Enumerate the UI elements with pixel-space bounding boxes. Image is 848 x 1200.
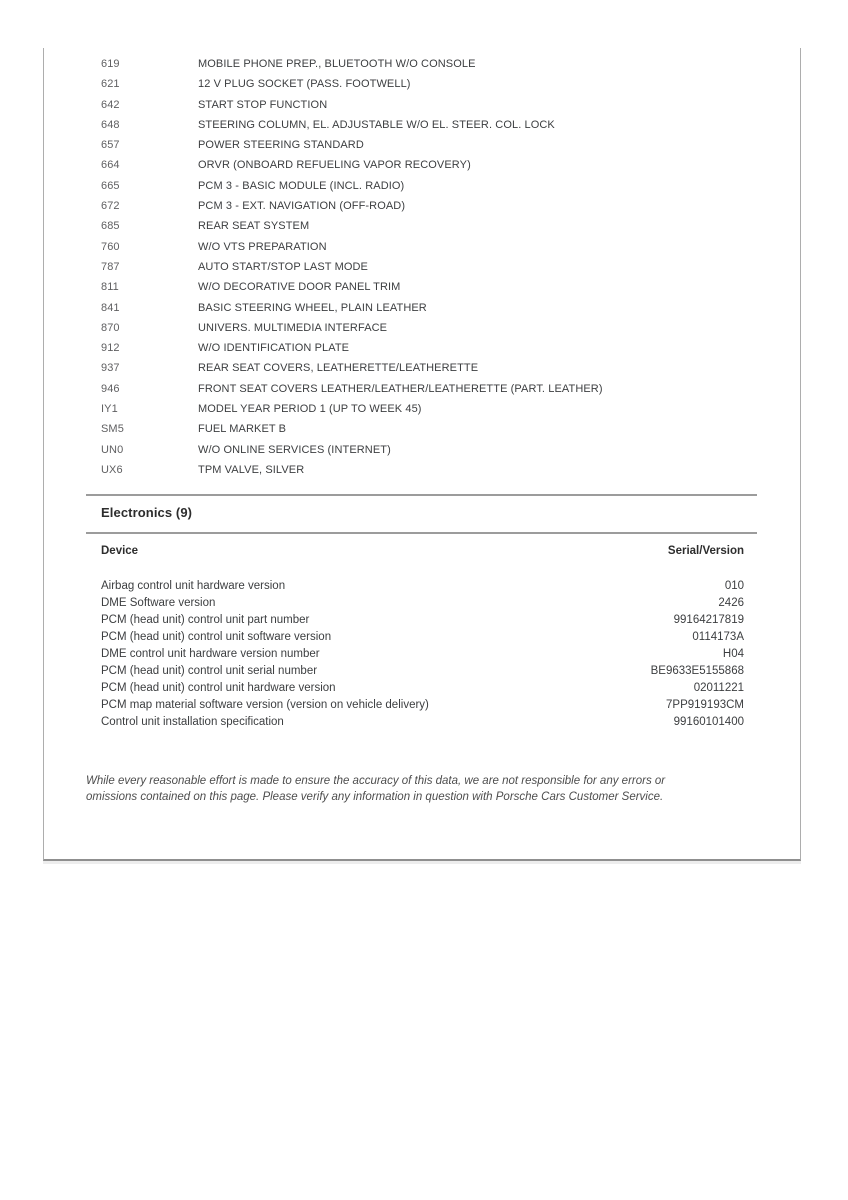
section-divider-header <box>86 532 757 534</box>
device-serial-value: 99160101400 <box>673 716 744 729</box>
option-description: FRONT SEAT COVERS LEATHER/LEATHER/LEATHERETTE (PART. LEATHER) <box>198 382 603 395</box>
device-name: PCM (head unit) control unit serial number <box>101 665 318 678</box>
option-code: 870 <box>101 321 120 334</box>
report-border-box <box>43 48 801 861</box>
option-description: TPM VALVE, SILVER <box>198 463 305 476</box>
option-code-row <box>101 115 757 135</box>
option-code: 841 <box>101 301 120 314</box>
disclaimer-text <box>86 774 757 805</box>
option-code: 672 <box>101 200 120 213</box>
device-name: Airbag control unit hardware version <box>101 580 286 593</box>
table-row <box>101 578 744 595</box>
option-code-row <box>101 257 757 277</box>
electronics-table <box>86 578 757 731</box>
option-code-row <box>101 440 757 460</box>
option-code: 946 <box>101 382 120 395</box>
option-description: START STOP FUNCTION <box>198 98 328 111</box>
option-code-row <box>101 277 757 297</box>
option-description: REAR SEAT SYSTEM <box>198 220 310 233</box>
device-name: PCM (head unit) control unit part number <box>101 614 310 627</box>
option-code-row <box>101 237 757 257</box>
device-name: PCM map material software version (version on vehicle delivery) <box>101 699 429 712</box>
device-serial-value: 2426 <box>718 597 744 610</box>
device-serial-value: 0114173A <box>692 631 744 644</box>
option-description: ORVR (ONBOARD REFUELING VAPOR RECOVERY) <box>198 159 471 172</box>
option-code: UX6 <box>101 463 123 476</box>
option-description: W/O ONLINE SERVICES (INTERNET) <box>198 443 391 456</box>
device-name: PCM (head unit) control unit software version <box>101 631 332 644</box>
table-row <box>101 629 744 646</box>
option-description: FUEL MARKET B <box>198 423 287 436</box>
option-code: 685 <box>101 220 120 233</box>
option-code: 665 <box>101 179 120 192</box>
device-serial-value: 02011221 <box>693 682 744 695</box>
electronics-table-header <box>86 545 757 557</box>
option-code-row <box>101 460 757 480</box>
option-code-row <box>101 298 757 318</box>
option-code-row <box>101 135 757 155</box>
table-row <box>101 646 744 663</box>
column-header-serial-version: Serial/Version <box>667 545 744 558</box>
device-name: DME Software version <box>101 597 216 610</box>
device-serial-value: 010 <box>724 580 744 593</box>
option-code: 937 <box>101 362 120 375</box>
option-code: 648 <box>101 118 120 131</box>
device-serial-value: 99164217819 <box>673 614 744 627</box>
option-description: MODEL YEAR PERIOD 1 (UP TO WEEK 45) <box>198 403 422 416</box>
section-divider-top <box>86 494 757 496</box>
option-description: W/O IDENTIFICATION PLATE <box>198 342 350 355</box>
table-row <box>101 663 744 680</box>
device-name: Control unit installation specification <box>101 716 284 729</box>
device-serial-value: 7PP919193CM <box>666 699 744 712</box>
option-code: 760 <box>101 240 120 253</box>
option-code-row <box>101 155 757 175</box>
option-code: 642 <box>101 98 120 111</box>
option-code: SM5 <box>101 423 124 436</box>
option-code-row <box>101 399 757 419</box>
option-code: 912 <box>101 342 120 355</box>
table-row <box>101 697 744 714</box>
option-code: 787 <box>101 260 120 273</box>
option-code-row <box>101 54 757 74</box>
option-code-row <box>101 74 757 94</box>
option-code-row <box>101 318 757 338</box>
column-header-device: Device <box>101 545 139 558</box>
option-description: POWER STEERING STANDARD <box>198 139 364 152</box>
option-description: AUTO START/STOP LAST MODE <box>198 260 368 273</box>
device-serial-value: BE9633E5155868 <box>650 665 744 678</box>
table-row <box>101 595 744 612</box>
option-code: 657 <box>101 139 120 152</box>
electronics-section-heading: Electronics (9) <box>101 505 193 521</box>
device-name: DME control unit hardware version number <box>101 648 320 661</box>
option-description: BASIC STEERING WHEEL, PLAIN LEATHER <box>198 301 427 314</box>
option-description: W/O DECORATIVE DOOR PANEL TRIM <box>198 281 401 294</box>
option-code-row <box>101 196 757 216</box>
option-description: 12 V PLUG SOCKET (PASS. FOOTWELL) <box>198 78 411 91</box>
device-serial-value: H04 <box>722 648 744 661</box>
option-description: UNIVERS. MULTIMEDIA INTERFACE <box>198 321 388 334</box>
option-description: PCM 3 - BASIC MODULE (INCL. RADIO) <box>198 179 405 192</box>
option-code: IY1 <box>101 403 118 416</box>
table-row <box>101 680 744 697</box>
option-description: PCM 3 - EXT. NAVIGATION (OFF-ROAD) <box>198 200 406 213</box>
option-description: REAR SEAT COVERS, LEATHERETTE/LEATHERETTE <box>198 362 479 375</box>
option-code-row <box>101 379 757 399</box>
option-code: 621 <box>101 78 120 91</box>
option-description: MOBILE PHONE PREP., BLUETOOTH W/O CONSOLE <box>198 58 476 70</box>
option-code-row <box>101 358 757 378</box>
report-content <box>44 48 800 805</box>
option-code: UN0 <box>101 443 124 456</box>
option-code-row <box>101 176 757 196</box>
option-description: STEERING COLUMN, EL. ADJUSTABLE W/O EL. STEER. COL. LOCK <box>198 118 555 131</box>
option-code-row <box>101 338 757 358</box>
option-code-list <box>86 48 757 480</box>
disclaimer-line-1: While every reasonable effort is made to ensure the accuracy of this data, we are not responsible for any errors or <box>86 775 666 788</box>
disclaimer-line-2: omissions contained on this page. Please verify any information in question with Porsche Cars Customer Service. <box>86 790 664 803</box>
table-row <box>101 612 744 629</box>
option-code: 664 <box>101 159 120 172</box>
option-description: W/O VTS PREPARATION <box>198 240 327 253</box>
device-name: PCM (head unit) control unit hardware version <box>101 682 336 695</box>
option-code: 811 <box>101 281 119 294</box>
option-code-row <box>101 95 757 115</box>
table-row <box>101 714 744 731</box>
option-code-row <box>101 419 757 439</box>
option-code-row <box>101 216 757 236</box>
option-code: 619 <box>101 58 120 70</box>
